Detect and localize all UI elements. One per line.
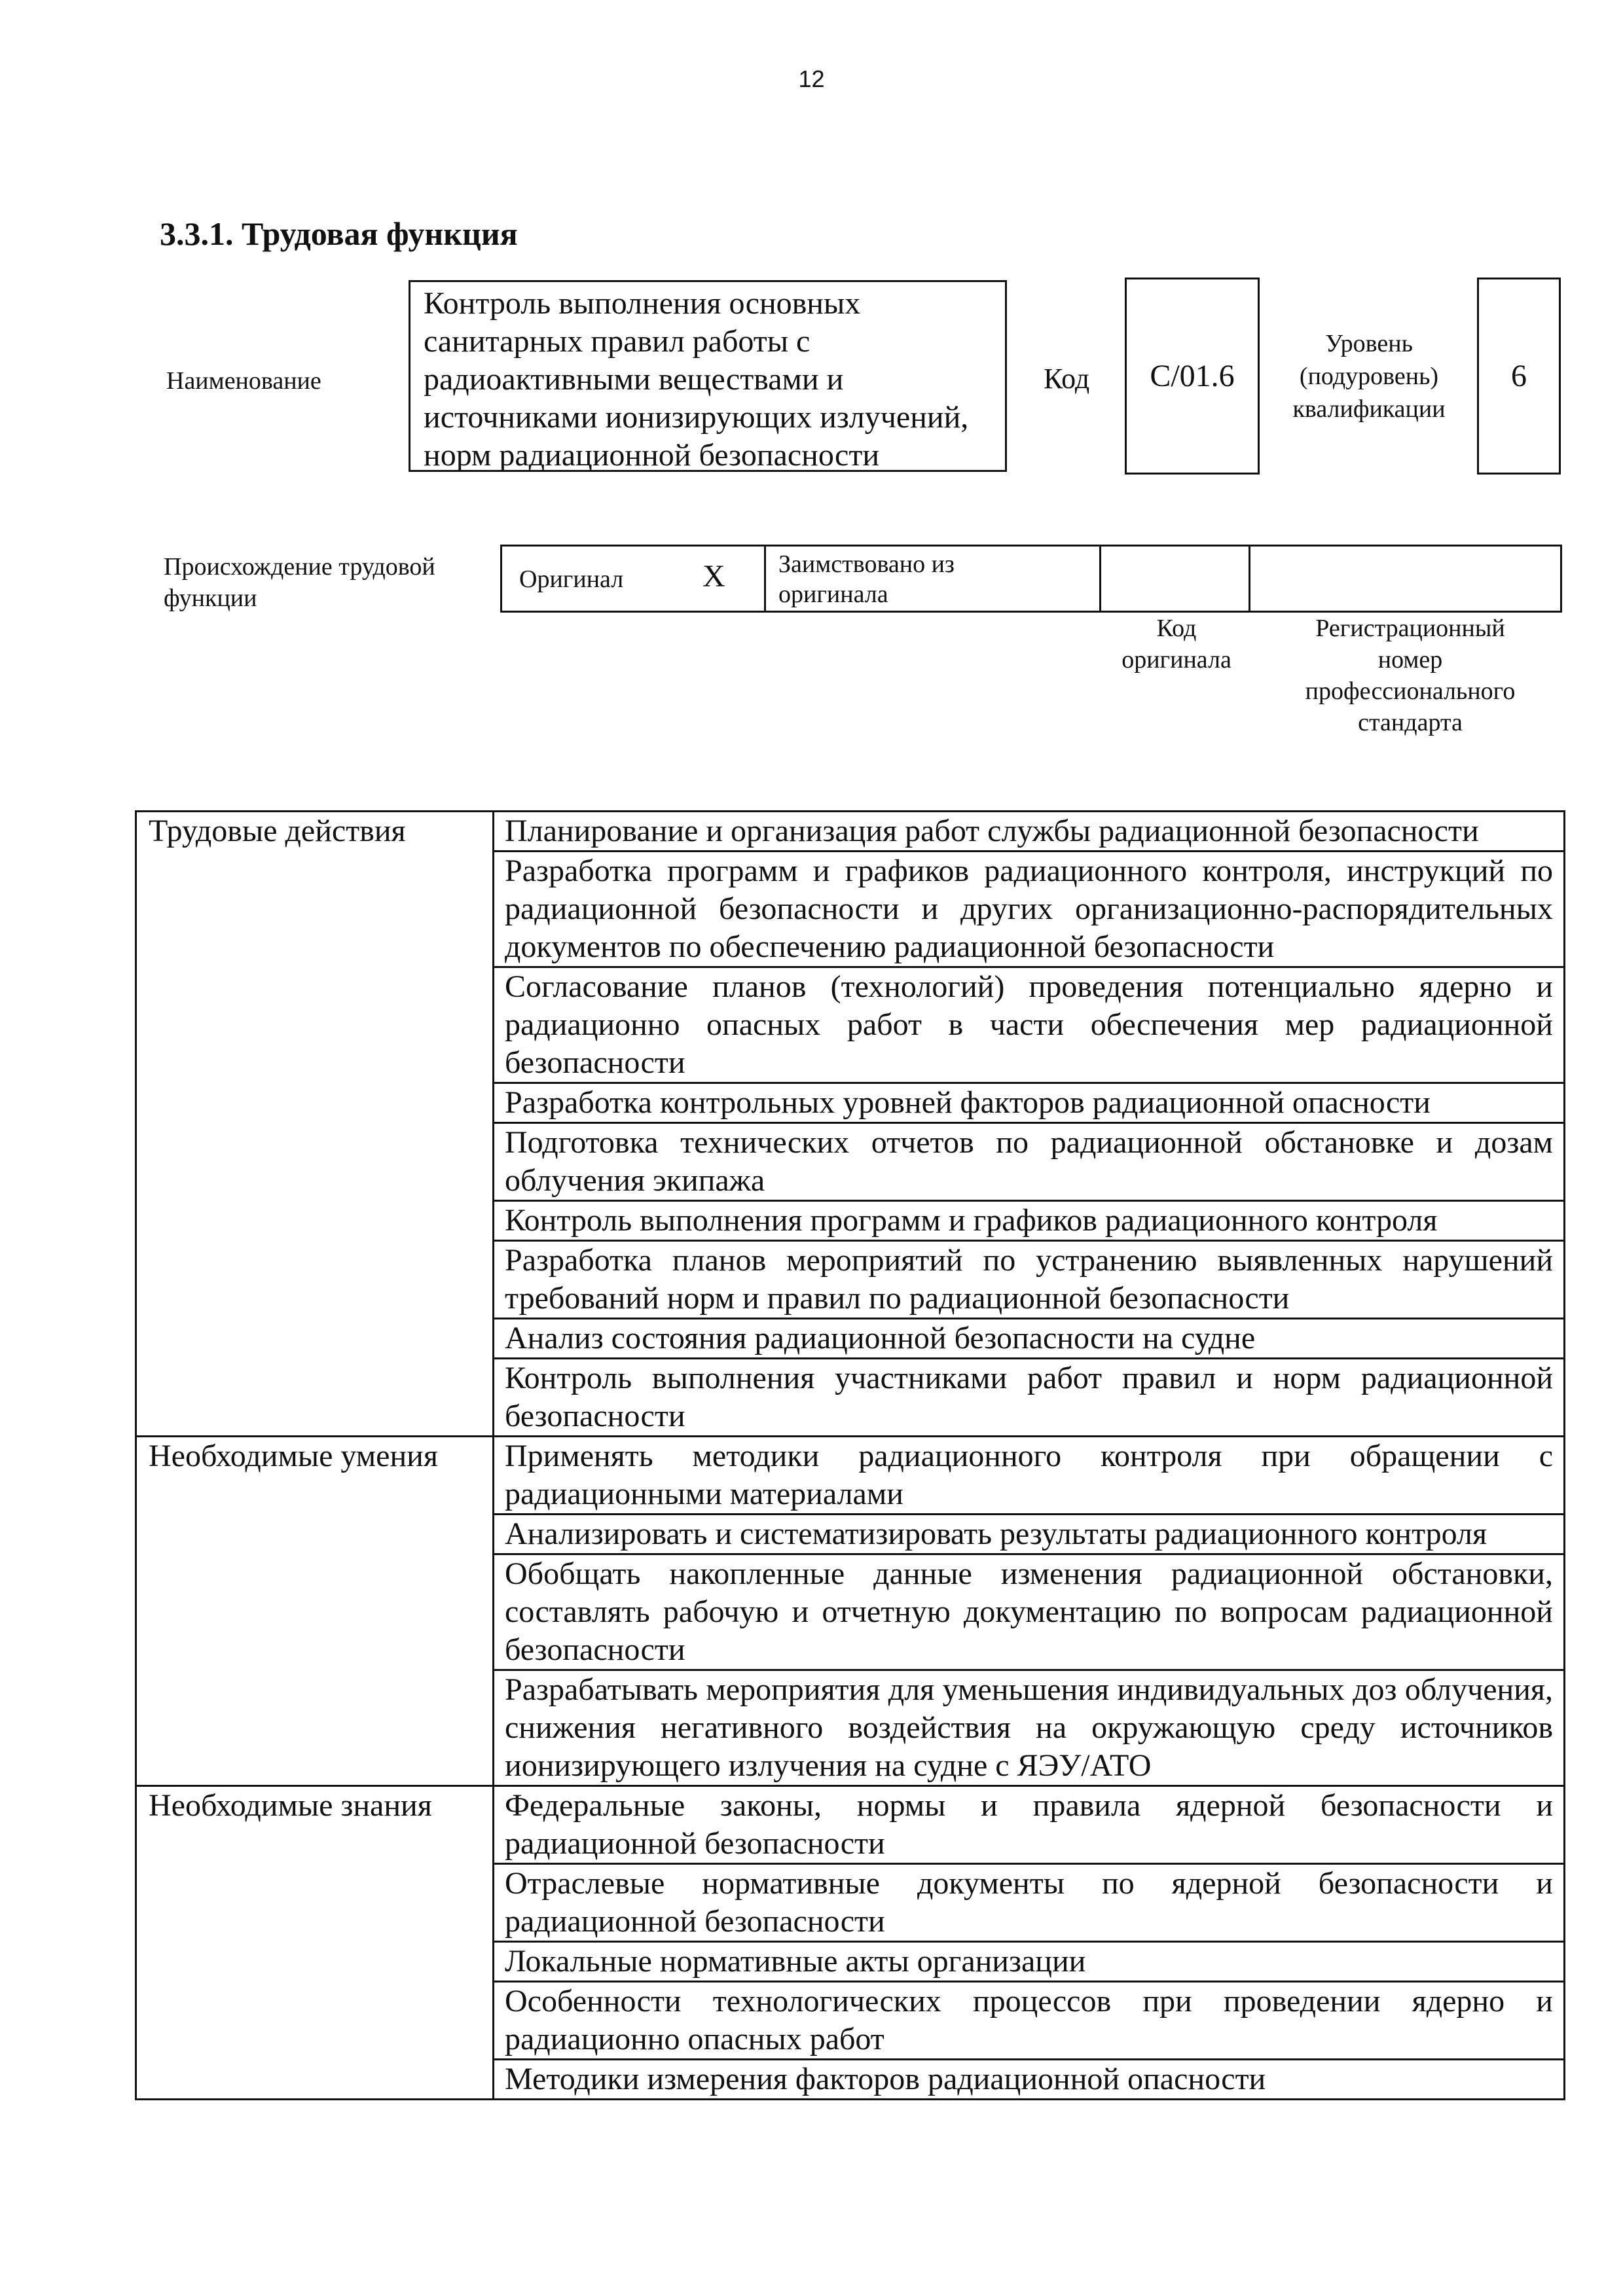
table-cell: Разрабатывать мероприятия для уменьшения индивидуальных доз облучения, снижения негативного воздействия на окружающую среду источников ионизирующего излучения на судне с ЯЭУ/АТО — [494, 1670, 1565, 1786]
table-cell: Разработка планов мероприятий по устранению выявленных нарушений требований норм и правил по радиационной безопасности — [494, 1241, 1565, 1319]
code-value-box — [1125, 278, 1260, 475]
table-cell: Анализ состояния радиационной безопасности на судне — [494, 1319, 1565, 1359]
qualification-level-label — [1270, 327, 1468, 425]
table-cell: Разработка контрольных уровней факторов радиационной опасности — [494, 1083, 1565, 1123]
table-cell: Контроль выполнения участниками работ правил и норм радиационной безопасности — [494, 1359, 1565, 1437]
origin-table — [500, 545, 1562, 613]
caption-line: оригинала — [1122, 646, 1231, 673]
table-cell: Разработка программ и графиков радиационного контроля, инструкций по радиационной безопасности и других организационно-распорядительных документов по обеспечению радиационной безопасности — [494, 852, 1565, 967]
function-name-line: радиоактивными веществами и — [424, 362, 844, 397]
level-value: 6 — [1511, 359, 1527, 393]
caption-line: стандарта — [1358, 709, 1463, 736]
table-row — [136, 1437, 1565, 1515]
original-label: Оригинал — [519, 565, 624, 593]
code-value: С/01.6 — [1150, 359, 1235, 393]
category-required-knowledge: Необходимые знания — [136, 1786, 494, 2100]
caption-line: номер — [1377, 646, 1443, 673]
function-name-line: Контроль выполнения основных — [424, 286, 861, 321]
table-cell: Подготовка технических отчетов по радиационной обстановке и дозам облучения экипажа — [494, 1123, 1565, 1201]
table-cell: Отраслевые нормативные документы по ядерной безопасности и радиационной безопасности — [494, 1864, 1565, 1942]
function-name-line: санитарных правил работы с — [424, 324, 811, 359]
section-heading: 3.3.1. Трудовая функция — [160, 215, 518, 252]
caption-line: Регистрационный — [1315, 615, 1505, 642]
table-row — [136, 812, 1565, 852]
table-cell: Анализировать и систематизировать результаты радиационного контроля — [494, 1515, 1565, 1554]
code-label: Код — [1044, 363, 1090, 395]
table-cell: Обобщать накопленные данные изменения радиационной обстановки, составлять рабочую и отчетную документацию по вопросам радиационной безопасности — [494, 1554, 1565, 1670]
function-name-line: источниками ионизирующих излучений, — [424, 400, 969, 435]
caption-line: Код — [1156, 615, 1197, 642]
origin-label-line: функции — [164, 584, 257, 612]
page-number: 12 — [798, 65, 825, 92]
name-label: Наименование — [166, 367, 321, 395]
table-cell: Федеральные законы, нормы и правила ядерной безопасности и радиационной безопасности — [494, 1786, 1565, 1864]
table-cell: Контроль выполнения программ и графиков радиационного контроля — [494, 1201, 1565, 1241]
category-required-skills: Необходимые умения — [136, 1437, 494, 1786]
category-labor-actions: Трудовые действия — [136, 812, 494, 1437]
level-label-line: Уровень — [1325, 330, 1413, 357]
origin-label — [164, 551, 435, 614]
function-details-table — [135, 810, 1565, 2100]
level-label-line: квалификации — [1292, 395, 1446, 423]
caption-line: профессионального — [1305, 677, 1516, 705]
original-mark: X — [702, 559, 725, 594]
level-value-box — [1477, 278, 1561, 475]
borrowed-label — [778, 549, 955, 609]
table-cell: Особенности технологических процессов при проведении ядерно и радиационно опасных работ — [494, 1982, 1565, 2060]
borrowed-label-line: Заимствовано из — [778, 550, 955, 578]
table-cell: Методики измерения факторов радиационной опасности — [494, 2060, 1565, 2100]
table-row — [136, 1786, 1565, 1864]
table-cell: Планирование и организация работ службы радиационной безопасности — [494, 812, 1565, 852]
table-cell: Применять методики радиационного контроля при обращении с радиационными материалами — [494, 1437, 1565, 1515]
original-code-caption — [1089, 613, 1264, 675]
registration-number-caption — [1266, 613, 1554, 738]
origin-label-line: Происхождение трудовой — [164, 553, 435, 581]
level-label-line: (подуровень) — [1299, 363, 1439, 390]
table-cell: Согласование планов (технологий) проведения потенциально ядерно и радиационно опасных работ в части обеспечения мер радиационной безопасности — [494, 967, 1565, 1083]
function-name-line: норм радиационной безопасности — [424, 438, 879, 473]
table-cell: Локальные нормативные акты организации — [494, 1942, 1565, 1982]
function-name-box — [409, 280, 1007, 472]
borrowed-label-line: оригинала — [778, 581, 888, 608]
